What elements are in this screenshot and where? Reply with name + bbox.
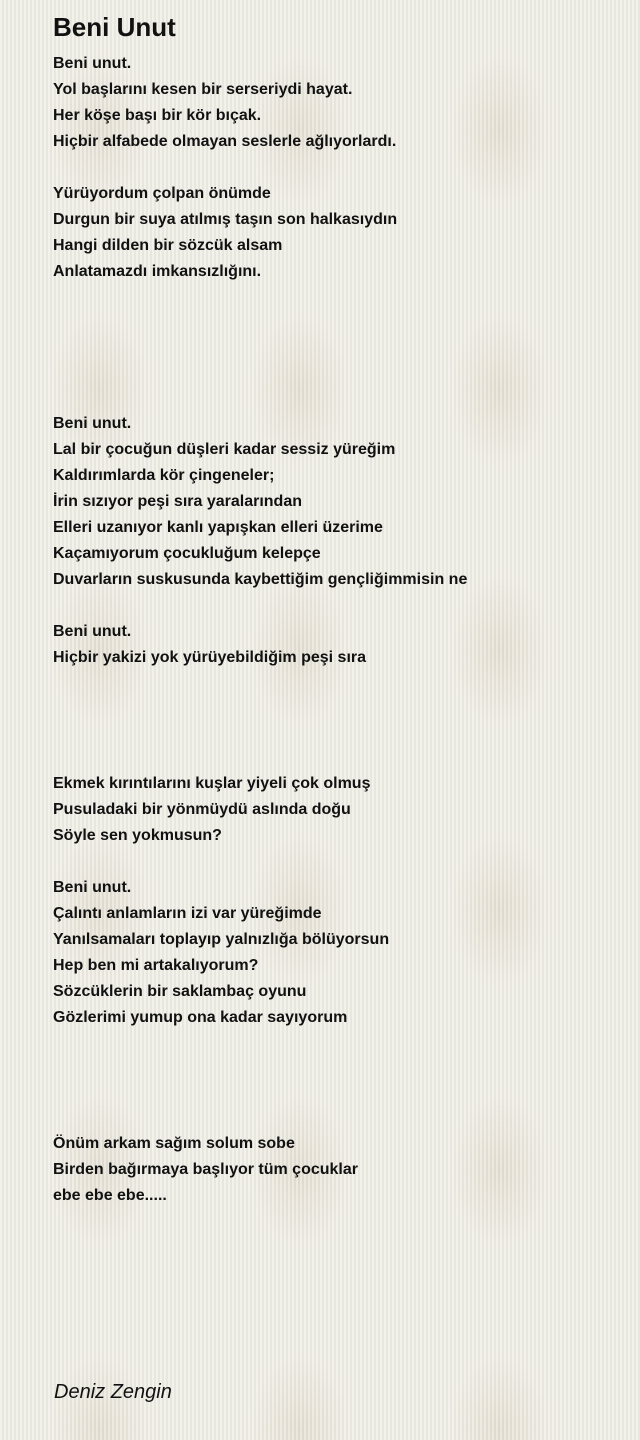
poem-line: Yürüyordum çolpan önümde xyxy=(53,185,271,202)
poem-line: Pusuladaki bir yönmüydü aslında doğu xyxy=(53,801,351,818)
poem-line: Gözlerimi yumup ona kadar sayıyorum xyxy=(53,1009,348,1026)
poem-line: Elleri uzanıyor kanlı yapışkan elleri üzerime xyxy=(53,519,383,536)
poem-line: Ekmek kırıntılarını kuşlar yiyeli çok olmuş xyxy=(53,775,371,792)
poem-line: Birden bağırmaya başlıyor tüm çocuklar xyxy=(53,1161,358,1178)
poem-line: Hep ben mi artakalıyorum? xyxy=(53,957,259,974)
poem-line: Durgun bir suya atılmış taşın son halkasıydın xyxy=(53,211,398,228)
poem-line: Hiçbir yakizi yok yürüyebildiğim peşi sıra xyxy=(53,649,367,666)
poem-line: Çalıntı anlamların izi var yüreğimde xyxy=(53,905,322,922)
poem-line: Sözcüklerin bir saklambaç oyunu xyxy=(53,983,307,1000)
poem-line: Anlatamazdı imkansızlığını. xyxy=(53,263,262,280)
poem-line: Beni unut. xyxy=(53,415,132,432)
poem-line: Lal bir çocuğun düşleri kadar sessiz yüreğim xyxy=(53,441,396,458)
poem-line: Kaçamıyorum çocukluğum kelepçe xyxy=(53,545,321,562)
poem-line: ebe ebe ebe..... xyxy=(53,1187,167,1204)
poem-author: Deniz Zengin xyxy=(54,1381,172,1403)
poem-line: Her köşe başı bir kör bıçak. xyxy=(53,107,262,124)
poem-title: Beni Unut xyxy=(53,12,176,42)
poem-line: Hiçbir alfabede olmayan seslerle ağlıyorlardı. xyxy=(53,133,397,150)
poem-line: Duvarların suskusunda kaybettiğim gençliğimmisin ne xyxy=(53,571,468,588)
poem-line: Söyle sen yokmusun? xyxy=(53,827,222,844)
poem-line: Beni unut. xyxy=(53,879,132,896)
poem-line: İrin sızıyor peşi sıra yaralarından xyxy=(53,493,302,510)
poem-line: Beni unut. xyxy=(53,55,132,72)
poem-line: Kaldırımlarda kör çingeneler; xyxy=(53,467,275,484)
poem-line: Yanılsamaları toplayıp yalnızlığa bölüyorsun xyxy=(53,931,390,948)
poem-line: Önüm arkam sağım solum sobe xyxy=(53,1135,295,1152)
poem-line: Yol başlarını kesen bir serseriydi hayat. xyxy=(53,81,353,98)
poem-line: Hangi dilden bir sözcük alsam xyxy=(53,237,283,254)
poem-line: Beni unut. xyxy=(53,623,132,640)
